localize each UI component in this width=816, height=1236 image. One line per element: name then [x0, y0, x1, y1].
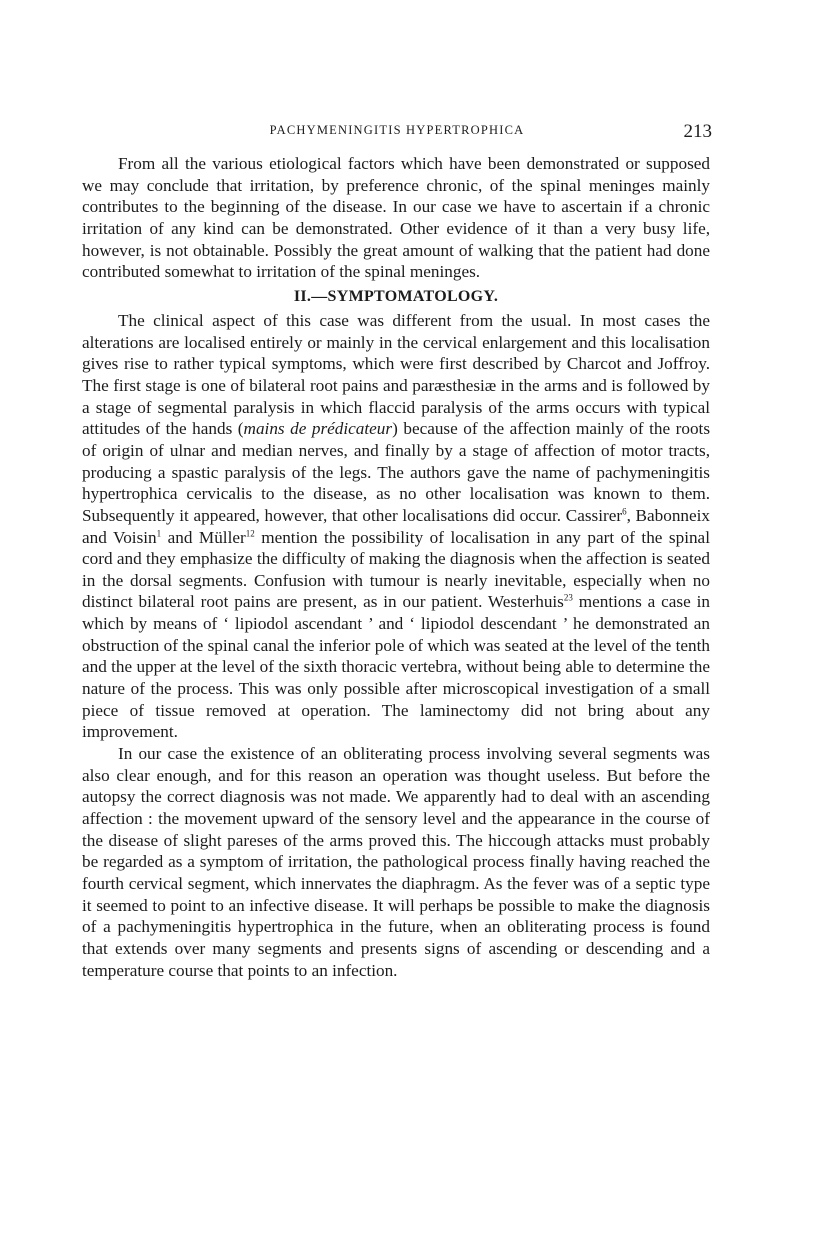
reference-marker: 6	[622, 506, 627, 517]
paragraph-clinical-aspect	[82, 310, 710, 743]
paragraph-etiology-conclusion: From all the various etiological factors which have been demonstrated or supposed we may conclude that irritation, by preference chronic, of the spinal meninges mainly contributes to the beginning of the disease. In our case we have to ascertain if a chronic irritation of any kind can be demonstrated. Other evidence of it than a very busy life, however, is not obtainable. Possibly the great amount of walking that the patient had done contributed somewhat to irritation of the spinal meninges.	[82, 154, 710, 282]
section-heading: II.—SYMPTOMATOLOGY.	[293, 287, 499, 305]
text-span: and Müller	[161, 527, 246, 547]
text-span: ) because of the affection mainly of the roots of origin of ulnar and median nerves, and finally by a stage of affection of motor tracts, producing a spastic paralysis of the legs. The authors gave the name of pachymeningitis hypertrophica cervicalis to the disease, as no other localisation was known to them. Subsequently it appeared, however, that other localisations did occur. Cassirer	[82, 419, 711, 525]
page-number: 213	[683, 121, 712, 142]
text-span: , Babonneix and Voisin	[82, 505, 711, 547]
text-span: mention the possibility of localisation in any part of the spinal cord and they emphasize the difficulty of making the diagnosis when the affection is seated in the dorsal segments. Confusion with tumour is nearly inevitable, especially when no distinct bilateral root pains are present, as in our patient. Westerhuis	[82, 527, 710, 612]
body-text	[82, 153, 710, 981]
paragraph-our-case: In our case the existence of an obliterating process involving several segments was also clear enough, and for this reason an operation was thought useless. But before the autopsy the correct diagnosis was not made. We apparently had to deal with an ascending affection : the movement upward of the sensory level and the appearance in the course of the disease of slight pareses of the arms proved this. The hiccough attacks must probably be regarded as a symptom of irritation, the pathological process finally having reached the fourth cervical segment, which innervates the diaphragm. As the fever was of a septic type it seemed to point to an infective disease. It will perhaps be possible to make the diagnosis of a pachymeningitis hypertrophica in the future, when an obliterating process is found that extends over many segments and presents signs of ascending or descending and a temperature course that points to an infection.	[82, 744, 710, 980]
reference-marker: 1	[156, 527, 162, 538]
italic-term: mains de prédicateur	[243, 419, 393, 439]
reference-marker: 12	[245, 527, 255, 538]
text-span: The clinical aspect of this case was different from the usual. In most cases the alterations are localised entirely or mainly in the cervical enlargement and this localisation gives rise to rather typical symptoms, which were first described by Charcot and Joffroy. The first stage is one of bilateral root pains and paræsthesiæ in the arms and is followed by a stage of segmental paralysis in which flaccid paralysis of the arms occurs with typical attitudes of the hands (	[82, 310, 710, 439]
running-head	[82, 121, 712, 143]
reference-marker: 23	[563, 592, 573, 603]
running-title: PACHYMENINGITIS HYPERTROPHICA	[269, 123, 525, 137]
text-span: mentions a case in which by means of ‘ lipiodol ascendant ’ and ‘ lipiodol descendant ’ he demonstrated an obstruction of the spinal canal the inferior pole of which was seated at the level of the tenth and the upper at the level of the sixth thoracic vertebra, without being able to determine the nature of the process. This was only possible after microscopical investigation of a small piece of tissue removed at operation. The laminectomy did not bring about any improvement.	[82, 592, 710, 742]
